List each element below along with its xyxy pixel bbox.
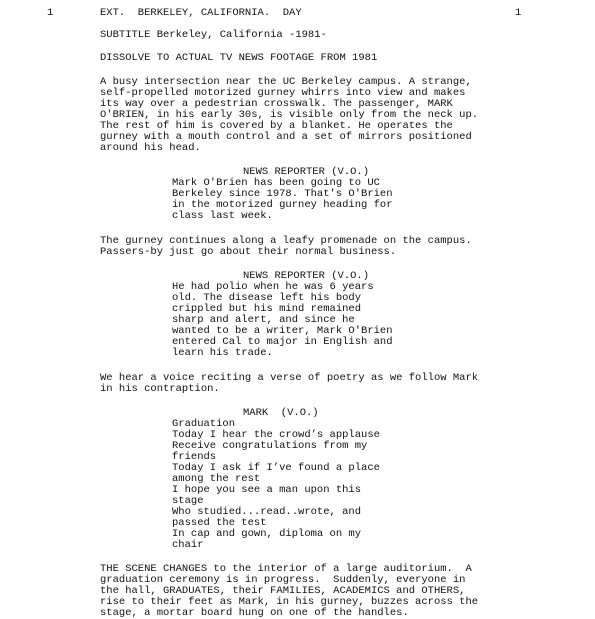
dialogue-line: passed the test	[172, 517, 267, 529]
subtitle-line: SUBTITLE Berkeley, California -1981-	[100, 29, 327, 41]
dialogue-line: Graduation	[172, 418, 236, 430]
action-line: stage, a mortar board hung on one of the handles.	[100, 607, 409, 619]
dialogue-line: Today I hear the crowd’s applause	[172, 429, 380, 441]
dialogue-line: in the motorized gurney heading for	[172, 199, 393, 211]
dialogue-line: Today I ask if I’ve found a place	[172, 462, 380, 474]
dialogue-line: sharp and alert, and since he	[172, 314, 355, 326]
dialogue-line: entered Cal to major in English and	[172, 336, 393, 348]
character-name: NEWS REPORTER (V.O.)	[243, 270, 370, 282]
transition-line: DISSOLVE TO ACTUAL TV NEWS FOOTAGE FROM 1981	[100, 52, 378, 64]
dialogue-line: Mark O'Brien has been going to UC	[172, 177, 380, 189]
dialogue-line: class last week.	[172, 210, 273, 222]
action-line: self-propelled motorized gurney whirrs into view and makes	[100, 87, 466, 99]
scene-heading: EXT. BERKELEY, CALIFORNIA. DAY	[100, 7, 302, 19]
dialogue-line: Receive congratulations from my	[172, 440, 368, 452]
page-number-right: 1	[515, 7, 522, 19]
dialogue-line: friends	[172, 451, 217, 463]
action-line: O'BRIEN, in his early 30s, is visible only from the neck up.	[100, 109, 479, 121]
dialogue-line: crippled but his mind remained	[172, 303, 362, 315]
dialogue-line: I hope you see a man upon this	[172, 484, 362, 496]
action-line: Passers-by just go about their normal business.	[100, 246, 397, 258]
action-line: The rest of him is covered by a blanket. He operates the	[100, 120, 453, 132]
action-line: the hall, GRADUATES, their FAMILIES, ACADEMICS and OTHERS,	[100, 585, 466, 597]
action-line: We hear a voice reciting a verse of poetry as we follow Mark	[100, 372, 479, 384]
dialogue-line: Who studied...read..wrote, and	[172, 506, 362, 518]
action-line: graduation ceremony is in progress. Suddenly, everyone in	[100, 574, 466, 586]
dialogue-line: old. The disease left his body	[172, 292, 362, 304]
dialogue-line: Berkeley since 1978. That's O'Brien	[172, 188, 393, 200]
dialogue-line: stage	[172, 495, 204, 507]
page-number-left: 1	[47, 7, 54, 19]
action-line: gurney with a mouth control and a set of mirrors positioned	[100, 131, 472, 143]
action-line: rise to their feet as Mark, in his gurney, buzzes across the	[100, 596, 479, 608]
action-line: THE SCENE CHANGES to the interior of a large auditorium. A	[100, 563, 472, 575]
dialogue-line: learn his trade.	[172, 347, 273, 359]
action-line: The gurney continues along a leafy promenade on the campus.	[100, 235, 472, 247]
dialogue-line: In cap and gown, diploma on my	[172, 528, 362, 540]
action-line: its way over a pedestrian crosswalk. The passenger, MARK	[100, 98, 453, 110]
action-line: A busy intersection near the UC Berkeley campus. A strange,	[100, 76, 472, 88]
character-name: NEWS REPORTER (V.O.)	[243, 166, 370, 178]
dialogue-line: among the rest	[172, 473, 261, 485]
character-name: MARK (V.O.)	[243, 407, 319, 419]
dialogue-line: He had polio when he was 6 years	[172, 281, 374, 293]
action-line: in his contraption.	[100, 383, 220, 395]
action-line: around his head.	[100, 142, 201, 154]
dialogue-line: chair	[172, 539, 204, 551]
dialogue-line: wanted to be a writer, Mark O'Brien	[172, 325, 393, 337]
